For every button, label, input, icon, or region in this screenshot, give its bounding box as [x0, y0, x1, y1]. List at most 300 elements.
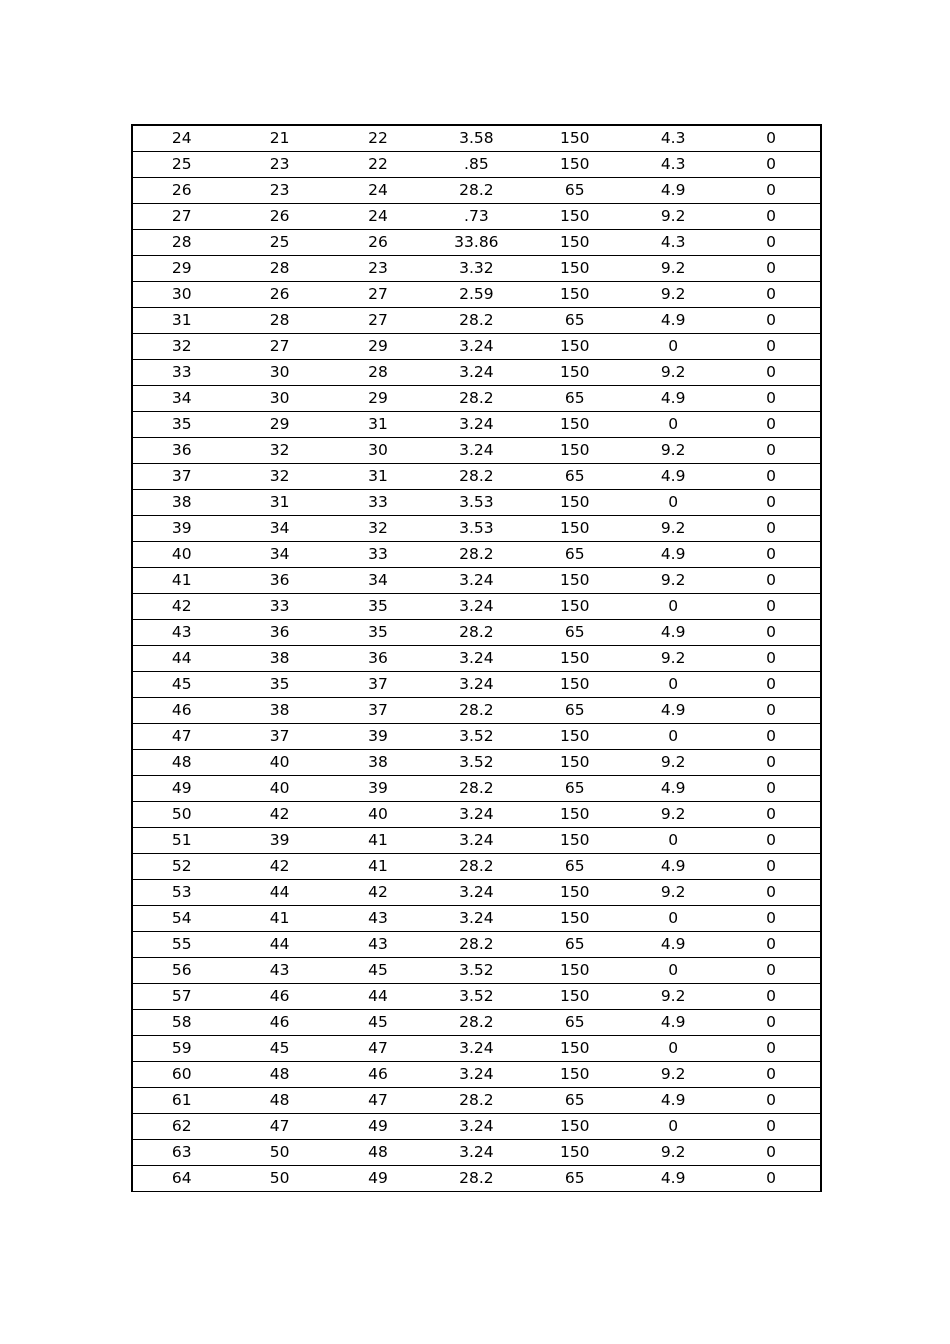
- table-cell: 0: [624, 958, 722, 984]
- table-cell: 42: [132, 594, 230, 620]
- table-cell: 4.3: [624, 125, 722, 152]
- table-cell: 28.2: [427, 854, 525, 880]
- table-cell: 34: [230, 516, 328, 542]
- table-cell: 150: [526, 984, 624, 1010]
- table-cell: 22: [329, 152, 427, 178]
- table-cell: 0: [722, 880, 820, 906]
- table-cell: 44: [230, 880, 328, 906]
- table-cell: 9.2: [624, 802, 722, 828]
- table-row: [132, 672, 821, 698]
- table-cell: 0: [722, 750, 820, 776]
- table-row: [132, 698, 821, 724]
- table-cell: 4.3: [624, 230, 722, 256]
- table-cell: 3.24: [427, 1036, 525, 1062]
- table-cell: 24: [329, 178, 427, 204]
- table-cell: 36: [132, 438, 230, 464]
- table-cell: 33: [329, 490, 427, 516]
- table-cell: 65: [526, 620, 624, 646]
- table-cell: 28: [329, 360, 427, 386]
- table-cell: 28.2: [427, 308, 525, 334]
- table-row: [132, 125, 821, 152]
- table-cell: 28.2: [427, 1088, 525, 1114]
- table-cell: 26: [230, 204, 328, 230]
- table-cell: 3.24: [427, 906, 525, 932]
- table-cell: 42: [230, 854, 328, 880]
- table-cell: 39: [132, 516, 230, 542]
- table-cell: 33: [329, 542, 427, 568]
- table-cell: 43: [132, 620, 230, 646]
- table-cell: 30: [230, 386, 328, 412]
- table-cell: 32: [230, 438, 328, 464]
- table-cell: 9.2: [624, 256, 722, 282]
- table-row: [132, 932, 821, 958]
- table-cell: 41: [329, 854, 427, 880]
- table-cell: 150: [526, 906, 624, 932]
- table-cell: 55: [132, 932, 230, 958]
- table-cell: 46: [329, 1062, 427, 1088]
- table-cell: 28: [230, 308, 328, 334]
- table-cell: 25: [132, 152, 230, 178]
- table-cell: 28.2: [427, 776, 525, 802]
- table-cell: 23: [230, 178, 328, 204]
- table-cell: 0: [624, 828, 722, 854]
- table-cell: 150: [526, 125, 624, 152]
- table-cell: 54: [132, 906, 230, 932]
- table-cell: 57: [132, 984, 230, 1010]
- table-cell: 0: [722, 984, 820, 1010]
- table-cell: 0: [624, 490, 722, 516]
- table-cell: 47: [329, 1088, 427, 1114]
- table-cell: 4.9: [624, 1166, 722, 1192]
- table-cell: 26: [230, 282, 328, 308]
- table-row: [132, 412, 821, 438]
- table-row: [132, 308, 821, 334]
- table-cell: 0: [624, 594, 722, 620]
- table-row: [132, 724, 821, 750]
- table-cell: 4.3: [624, 152, 722, 178]
- table-cell: 49: [329, 1166, 427, 1192]
- table-cell: 0: [722, 152, 820, 178]
- table-cell: 4.9: [624, 932, 722, 958]
- table-row: [132, 464, 821, 490]
- table-cell: 33: [132, 360, 230, 386]
- table-cell: 65: [526, 1166, 624, 1192]
- table-cell: 0: [722, 542, 820, 568]
- table-cell: 150: [526, 282, 624, 308]
- table-row: [132, 230, 821, 256]
- table-row: [132, 542, 821, 568]
- table-cell: 40: [230, 750, 328, 776]
- table-row: [132, 178, 821, 204]
- table-cell: 32: [329, 516, 427, 542]
- table-row: [132, 490, 821, 516]
- table-cell: 0: [722, 932, 820, 958]
- table-row: [132, 360, 821, 386]
- table-cell: 3.24: [427, 828, 525, 854]
- table-cell: 4.9: [624, 308, 722, 334]
- table-cell: 9.2: [624, 984, 722, 1010]
- table-cell: 30: [132, 282, 230, 308]
- table-cell: 0: [722, 854, 820, 880]
- table-cell: 3.24: [427, 646, 525, 672]
- table-cell: 65: [526, 386, 624, 412]
- table-cell: 47: [230, 1114, 328, 1140]
- table-cell: 44: [329, 984, 427, 1010]
- table-cell: 32: [230, 464, 328, 490]
- table-cell: 65: [526, 308, 624, 334]
- table-cell: 9.2: [624, 880, 722, 906]
- table-cell: 0: [722, 1114, 820, 1140]
- table-cell: 25: [230, 230, 328, 256]
- table-cell: 0: [624, 724, 722, 750]
- table-cell: 150: [526, 490, 624, 516]
- table-cell: 44: [230, 932, 328, 958]
- table-cell: 150: [526, 1062, 624, 1088]
- table-cell: 0: [624, 1036, 722, 1062]
- table-cell: 36: [230, 620, 328, 646]
- table-cell: 0: [624, 334, 722, 360]
- table-cell: 4.9: [624, 1010, 722, 1036]
- table-cell: 0: [722, 386, 820, 412]
- table-cell: 40: [329, 802, 427, 828]
- table-cell: 3.24: [427, 334, 525, 360]
- table-cell: 28.2: [427, 386, 525, 412]
- table-cell: 150: [526, 204, 624, 230]
- table-cell: 0: [722, 464, 820, 490]
- table-cell: 59: [132, 1036, 230, 1062]
- table-cell: 4.9: [624, 386, 722, 412]
- table-cell: 0: [722, 308, 820, 334]
- table-cell: 27: [132, 204, 230, 230]
- table-cell: 31: [329, 464, 427, 490]
- table-cell: 58: [132, 1010, 230, 1036]
- table-cell: 150: [526, 724, 624, 750]
- table-cell: 65: [526, 1088, 624, 1114]
- table-row: [132, 1114, 821, 1140]
- table-cell: 40: [132, 542, 230, 568]
- table-cell: 150: [526, 750, 624, 776]
- table-cell: 63: [132, 1140, 230, 1166]
- table-cell: 3.53: [427, 490, 525, 516]
- table-cell: 0: [722, 1088, 820, 1114]
- table-cell: 3.24: [427, 412, 525, 438]
- table-cell: 28: [132, 230, 230, 256]
- table-cell: 3.52: [427, 984, 525, 1010]
- table-row: [132, 958, 821, 984]
- table-cell: 0: [624, 1114, 722, 1140]
- table-cell: 150: [526, 1036, 624, 1062]
- table-cell: 43: [329, 932, 427, 958]
- table-cell: 37: [230, 724, 328, 750]
- table-cell: 37: [329, 698, 427, 724]
- table-cell: 45: [230, 1036, 328, 1062]
- table-cell: 0: [722, 412, 820, 438]
- table-cell: 23: [329, 256, 427, 282]
- table-cell: 23: [230, 152, 328, 178]
- table-cell: 28.2: [427, 464, 525, 490]
- table-row: [132, 1140, 821, 1166]
- table-cell: 38: [132, 490, 230, 516]
- table-row: [132, 152, 821, 178]
- table-cell: 4.9: [624, 620, 722, 646]
- table-cell: 3.24: [427, 360, 525, 386]
- table-row: [132, 1036, 821, 1062]
- table-cell: 35: [329, 594, 427, 620]
- table-cell: 28.2: [427, 542, 525, 568]
- table-row: [132, 906, 821, 932]
- table-cell: 24: [329, 204, 427, 230]
- table-cell: 37: [329, 672, 427, 698]
- table-cell: 0: [722, 1166, 820, 1192]
- table-row: [132, 880, 821, 906]
- table-row: [132, 1010, 821, 1036]
- table-cell: 150: [526, 594, 624, 620]
- table-cell: 0: [722, 282, 820, 308]
- table-cell: 47: [132, 724, 230, 750]
- table-row: [132, 854, 821, 880]
- table-row: [132, 256, 821, 282]
- table-cell: 65: [526, 464, 624, 490]
- table-row: [132, 386, 821, 412]
- table-cell: 21: [230, 125, 328, 152]
- table-cell: 0: [624, 672, 722, 698]
- table-cell: 0: [722, 698, 820, 724]
- table-cell: 35: [230, 672, 328, 698]
- table-cell: 27: [329, 308, 427, 334]
- table-cell: 150: [526, 958, 624, 984]
- table-cell: 50: [230, 1166, 328, 1192]
- table-cell: 42: [329, 880, 427, 906]
- table-cell: 150: [526, 230, 624, 256]
- table-cell: 9.2: [624, 750, 722, 776]
- table-cell: 53: [132, 880, 230, 906]
- table-cell: 31: [230, 490, 328, 516]
- table-cell: 39: [230, 828, 328, 854]
- table-cell: 4.9: [624, 542, 722, 568]
- table-cell: 36: [329, 646, 427, 672]
- table-cell: 28.2: [427, 620, 525, 646]
- table-cell: 9.2: [624, 438, 722, 464]
- table-cell: 0: [624, 906, 722, 932]
- table-cell: 0: [722, 360, 820, 386]
- table-cell: 52: [132, 854, 230, 880]
- table-row: [132, 984, 821, 1010]
- table-cell: 48: [230, 1088, 328, 1114]
- table-row: [132, 204, 821, 230]
- table-cell: 0: [722, 1010, 820, 1036]
- table-cell: 0: [722, 490, 820, 516]
- table-cell: 51: [132, 828, 230, 854]
- table-cell: 0: [722, 125, 820, 152]
- table-cell: 65: [526, 542, 624, 568]
- table-cell: 30: [230, 360, 328, 386]
- table-cell: 41: [329, 828, 427, 854]
- table-cell: 56: [132, 958, 230, 984]
- table-cell: 32: [132, 334, 230, 360]
- table-cell: 46: [230, 984, 328, 1010]
- table-cell: 49: [132, 776, 230, 802]
- table-row: [132, 828, 821, 854]
- table-cell: 33: [230, 594, 328, 620]
- table-cell: 9.2: [624, 282, 722, 308]
- table-cell: 0: [722, 1062, 820, 1088]
- table-cell: 0: [722, 672, 820, 698]
- table-cell: 0: [722, 1140, 820, 1166]
- table-cell: 9.2: [624, 516, 722, 542]
- table-cell: 29: [329, 334, 427, 360]
- table-cell: .73: [427, 204, 525, 230]
- table-cell: 35: [132, 412, 230, 438]
- table-cell: 29: [132, 256, 230, 282]
- table-cell: 150: [526, 1114, 624, 1140]
- table-cell: 3.24: [427, 672, 525, 698]
- table-cell: 150: [526, 802, 624, 828]
- table-cell: 0: [722, 724, 820, 750]
- table-cell: 3.24: [427, 1114, 525, 1140]
- table-cell: 3.24: [427, 1140, 525, 1166]
- table-cell: 150: [526, 672, 624, 698]
- table-cell: 3.32: [427, 256, 525, 282]
- table-cell: 9.2: [624, 646, 722, 672]
- table-cell: 60: [132, 1062, 230, 1088]
- table-cell: 22: [329, 125, 427, 152]
- table-cell: 150: [526, 568, 624, 594]
- table-cell: 150: [526, 828, 624, 854]
- table-cell: 44: [132, 646, 230, 672]
- table-cell: 4.9: [624, 178, 722, 204]
- table-cell: 50: [132, 802, 230, 828]
- table-row: [132, 646, 821, 672]
- table-cell: 150: [526, 412, 624, 438]
- table-cell: 150: [526, 646, 624, 672]
- table-cell: 0: [624, 412, 722, 438]
- table-cell: 34: [132, 386, 230, 412]
- table-cell: 26: [132, 178, 230, 204]
- table-cell: 65: [526, 776, 624, 802]
- table-cell: 9.2: [624, 204, 722, 230]
- table-cell: 65: [526, 178, 624, 204]
- table-row: [132, 1166, 821, 1192]
- table-cell: 3.52: [427, 958, 525, 984]
- table-cell: 64: [132, 1166, 230, 1192]
- table-cell: 150: [526, 516, 624, 542]
- table-row: [132, 334, 821, 360]
- table-cell: 0: [722, 906, 820, 932]
- table-cell: .85: [427, 152, 525, 178]
- table-cell: 61: [132, 1088, 230, 1114]
- table-cell: 0: [722, 230, 820, 256]
- table-cell: 150: [526, 438, 624, 464]
- table-cell: 0: [722, 802, 820, 828]
- table-cell: 40: [230, 776, 328, 802]
- table-cell: 46: [230, 1010, 328, 1036]
- table-cell: 3.58: [427, 125, 525, 152]
- table-row: [132, 750, 821, 776]
- table-cell: 28.2: [427, 1166, 525, 1192]
- table-cell: 0: [722, 204, 820, 230]
- table-cell: 48: [329, 1140, 427, 1166]
- table-cell: 50: [230, 1140, 328, 1166]
- table-cell: 3.24: [427, 1062, 525, 1088]
- table-row: [132, 438, 821, 464]
- table-cell: 0: [722, 178, 820, 204]
- table-row: [132, 516, 821, 542]
- table-cell: 4.9: [624, 464, 722, 490]
- table-cell: 28.2: [427, 1010, 525, 1036]
- table-cell: 28.2: [427, 698, 525, 724]
- table-cell: 150: [526, 256, 624, 282]
- table-cell: 0: [722, 256, 820, 282]
- table-cell: 36: [230, 568, 328, 594]
- table-cell: 3.53: [427, 516, 525, 542]
- table-cell: 0: [722, 620, 820, 646]
- table-cell: 0: [722, 438, 820, 464]
- table-body: [132, 125, 821, 1192]
- table-cell: 150: [526, 1140, 624, 1166]
- data-table: [131, 124, 822, 1192]
- table-cell: 0: [722, 776, 820, 802]
- table-cell: 150: [526, 360, 624, 386]
- table-row: [132, 1062, 821, 1088]
- table-cell: 3.24: [427, 568, 525, 594]
- table-cell: 9.2: [624, 1140, 722, 1166]
- table-cell: 9.2: [624, 360, 722, 386]
- table-row: [132, 568, 821, 594]
- table-cell: 37: [132, 464, 230, 490]
- table-cell: 41: [230, 906, 328, 932]
- table-cell: 34: [329, 568, 427, 594]
- table-cell: 30: [329, 438, 427, 464]
- table-cell: 28.2: [427, 932, 525, 958]
- table-cell: 4.9: [624, 776, 722, 802]
- table-cell: 45: [132, 672, 230, 698]
- table-cell: 28.2: [427, 178, 525, 204]
- table-cell: 150: [526, 152, 624, 178]
- table-cell: 0: [722, 1036, 820, 1062]
- table-row: [132, 594, 821, 620]
- table-cell: 33.86: [427, 230, 525, 256]
- table-cell: 45: [329, 1010, 427, 1036]
- table-cell: 31: [329, 412, 427, 438]
- table-cell: 65: [526, 932, 624, 958]
- table-cell: 27: [329, 282, 427, 308]
- table-row: [132, 802, 821, 828]
- table-cell: 43: [329, 906, 427, 932]
- table-cell: 38: [329, 750, 427, 776]
- table-row: [132, 1088, 821, 1114]
- table-cell: 38: [230, 698, 328, 724]
- table-cell: 47: [329, 1036, 427, 1062]
- table-cell: 45: [329, 958, 427, 984]
- table-cell: 65: [526, 698, 624, 724]
- table-cell: 2.59: [427, 282, 525, 308]
- table-cell: 43: [230, 958, 328, 984]
- table-cell: 150: [526, 334, 624, 360]
- table-cell: 28: [230, 256, 328, 282]
- table-cell: 0: [722, 334, 820, 360]
- table-cell: 62: [132, 1114, 230, 1140]
- table-cell: 39: [329, 724, 427, 750]
- table-cell: 48: [132, 750, 230, 776]
- table-cell: 46: [132, 698, 230, 724]
- table-cell: 3.24: [427, 438, 525, 464]
- table-cell: 0: [722, 828, 820, 854]
- table-cell: 0: [722, 958, 820, 984]
- table-cell: 0: [722, 568, 820, 594]
- table-cell: 0: [722, 594, 820, 620]
- table-cell: 38: [230, 646, 328, 672]
- table-cell: 39: [329, 776, 427, 802]
